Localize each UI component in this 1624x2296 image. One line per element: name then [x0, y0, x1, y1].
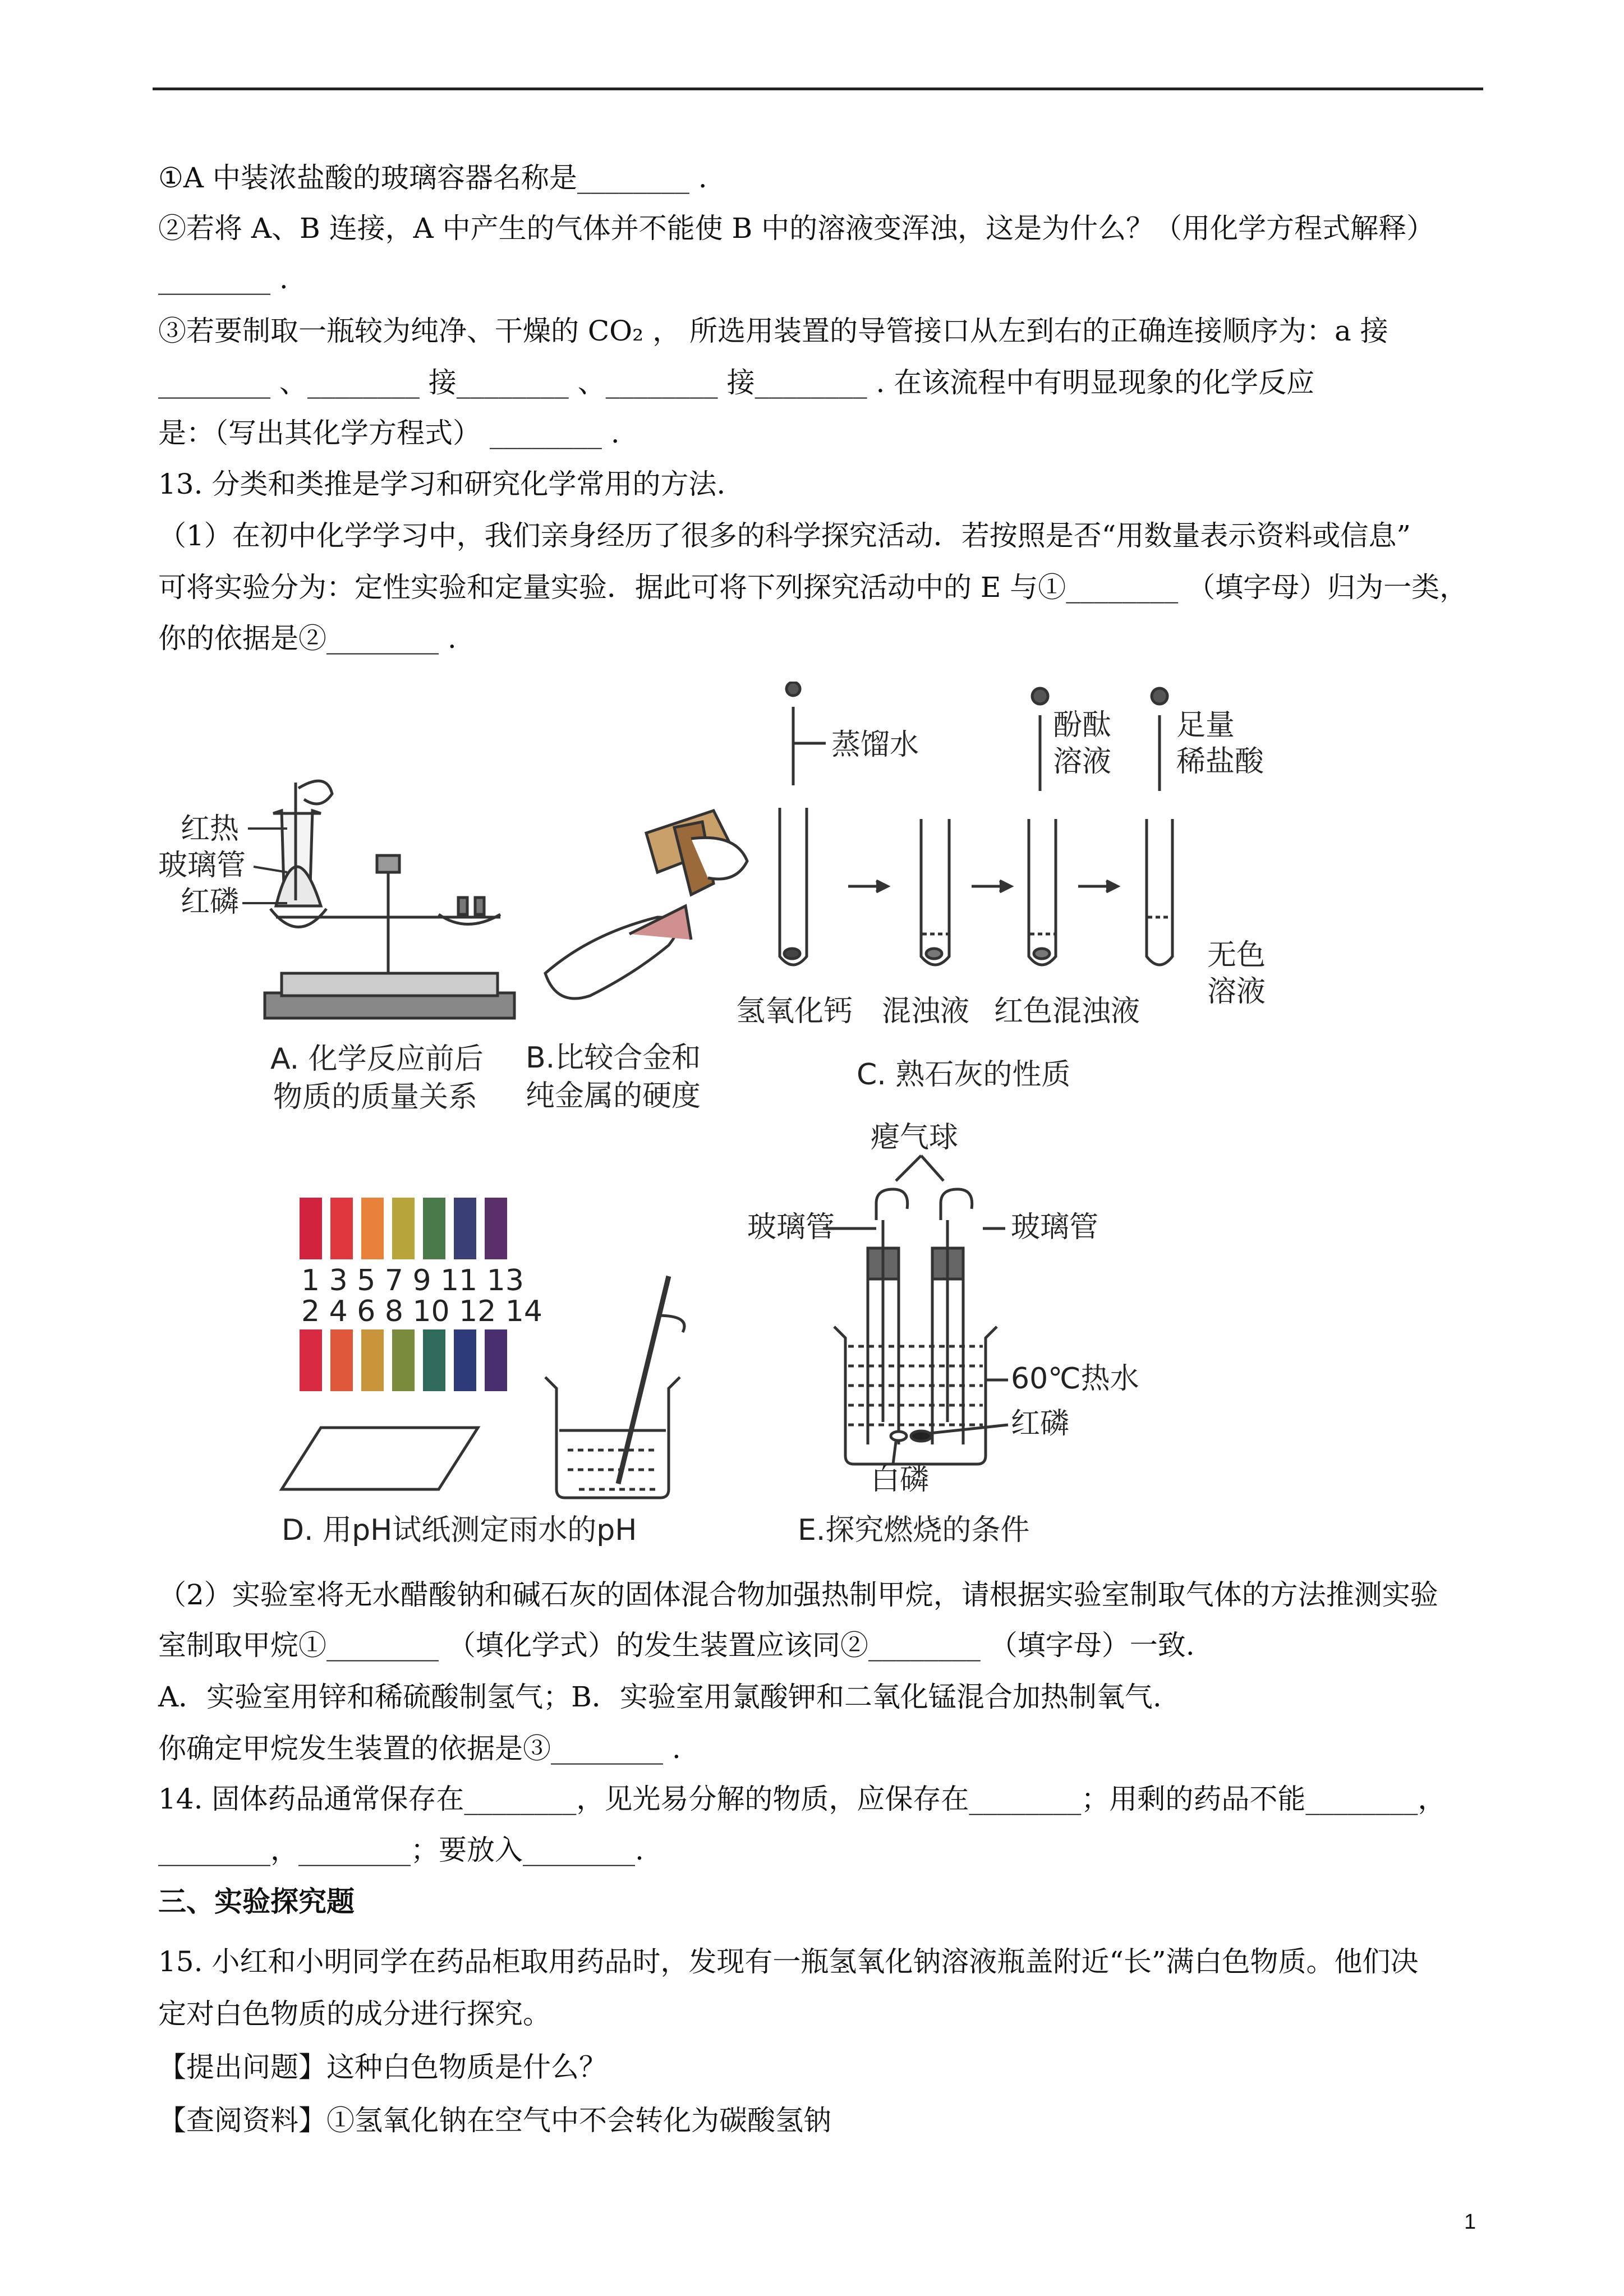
text-line: ②若将 A、B 连接，A 中产生的气体并不能使 B 中的溶液变浑浊，这是为什么？（用化学方程式解释） [158, 212, 1435, 245]
text-line: ________，________；要放入________. [158, 1834, 644, 1866]
text-line: ________ . [158, 263, 288, 295]
caption-b: B.比较合金和 [526, 1041, 701, 1075]
question-15: 15. 小红和小明同学在药品柜取用药品时，发现有一瓶氢氧化钠溶液瓶盖附近“长”满白色物质。他们决 [158, 1945, 1419, 1978]
ph-swatch [361, 1329, 384, 1391]
ph-numbers-odd: 1 3 5 7 9 11 13 [301, 1264, 524, 1297]
ph-swatch [485, 1329, 507, 1391]
label-deflated-balloon: 瘪气球 [871, 1121, 959, 1154]
question-13: 13. 分类和类推是学习和研究化学常用的方法. [158, 468, 726, 500]
label-calcium-hydroxide: 氢氧化钙 [736, 995, 853, 1028]
section-heading: 三、实验探究题 [158, 1885, 355, 1918]
text-line: ________ 、________ 接________ 、________ 接________ . 在该流程中有明显现象的化学反应 [158, 366, 1315, 399]
text-line: 室制取甲烷①________ （填化学式）的发生装置应该同②________ （填字母）一致. [158, 1629, 1195, 1662]
label-colorless: 无色 [1207, 938, 1266, 972]
text-line: （2）实验室将无水醋酸钠和碱石灰的固体混合物加强热制甲烷，请根据实验室制取气体的方法推测实验 [158, 1579, 1438, 1611]
label-turbid-liquid: 混浊液 [882, 995, 970, 1028]
label-white-phosphorus: 白磷 [871, 1463, 930, 1497]
ph-swatch [300, 1198, 322, 1259]
beaker-with-rod [545, 1276, 684, 1498]
header-rule [153, 88, 1483, 90]
text-line: （1）在初中化学学习中，我们亲身经历了很多的科学探究活动．若按照是否“用数量表示资料或信息” [158, 519, 1411, 552]
ph-test-paper [282, 1428, 478, 1489]
caption-b: 纯金属的硬度 [526, 1079, 701, 1113]
ph-numbers-even: 2 4 6 8 10 12 14 [301, 1295, 543, 1328]
label-red-phosphorus: 红磷 [1011, 1407, 1070, 1441]
ph-swatch [423, 1329, 445, 1391]
test-tubes [780, 682, 1172, 965]
ph-swatch [300, 1329, 322, 1391]
label-hot-water: 60℃热水 [1011, 1362, 1139, 1396]
ph-swatch [330, 1329, 353, 1391]
page-number: 1 [1464, 2210, 1476, 2234]
text-line: ①A 中装浓盐酸的玻璃容器名称是________ . [158, 162, 707, 194]
combustion-apparatus [823, 1156, 1008, 1464]
ph-swatch [454, 1329, 476, 1391]
ph-swatch [392, 1198, 415, 1259]
caption-a: A. 化学反应前后 [270, 1042, 484, 1076]
ph-swatch [454, 1198, 476, 1259]
label-red-phosphorus: 红磷 [181, 885, 240, 919]
text-line: 定对白色物质的成分进行探究。 [158, 1998, 551, 2030]
label-red-turbid: 红色混浊液 [994, 995, 1140, 1028]
ph-swatch [392, 1329, 415, 1391]
text-line: 可将实验分为：定性实验和定量实验．据此可将下列探究活动中的 E 与①________ （填字母）归为一类， [158, 571, 1468, 604]
caption-c: C. 熟石灰的性质 [857, 1058, 1071, 1092]
label-glass-tube-left: 玻璃管 [747, 1211, 835, 1244]
caption-e: E.探究燃烧的条件 [798, 1513, 1030, 1547]
text-line: 你的依据是②________ . [158, 622, 457, 655]
label-glass-tube: 玻璃管 [158, 849, 246, 882]
balance-apparatus [265, 781, 514, 1018]
label-red-hot: 红热 [181, 812, 240, 846]
label-dilute-hcl: 稀盐酸 [1176, 745, 1264, 779]
ph-swatch [361, 1198, 384, 1259]
ph-swatch [485, 1198, 507, 1259]
text-line: A．实验室用锌和稀硫酸制氢气；B．实验室用氯酸钾和二氧化锰混合加热制氧气. [158, 1681, 1162, 1713]
ph-swatch [330, 1198, 353, 1259]
label-sufficient: 足量 [1176, 708, 1235, 742]
text-line: 你确定甲烷发生装置的依据是③________ . [158, 1732, 681, 1765]
label-solution: 溶液 [1207, 975, 1266, 1009]
text-line: ③若要制取一瓶较为纯净、干燥的 CO₂ ， 所选用装置的导管接口从左到右的正确连接顺序为：a 接 [158, 315, 1388, 347]
caption-d: D. 用pH试纸测定雨水的pH [282, 1513, 637, 1547]
label-distilled-water: 蒸馏水 [831, 728, 919, 762]
label-glass-tube-right: 玻璃管 [1011, 1211, 1099, 1244]
text-line: 【提出问题】这种白色物质是什么？ [158, 2051, 607, 2083]
ph-swatch [423, 1198, 445, 1259]
hands-scratching [545, 811, 747, 999]
label-solution: 溶液 [1053, 745, 1112, 779]
label-phenolphthalein: 酚酞 [1053, 708, 1112, 742]
text-line: 【查阅资料】①氢氧化钠在空气中不会转化为碳酸氢钠 [158, 2104, 831, 2137]
experiment-figure [153, 682, 1303, 1562]
question-14: 14. 固体药品通常保存在________，见光易分解的物质，应保存在________；用剩的药品不能________， [158, 1783, 1446, 1815]
text-line: 是：（写出其化学方程式） ________ . [158, 417, 620, 449]
caption-a: 物质的质量关系 [273, 1080, 478, 1114]
